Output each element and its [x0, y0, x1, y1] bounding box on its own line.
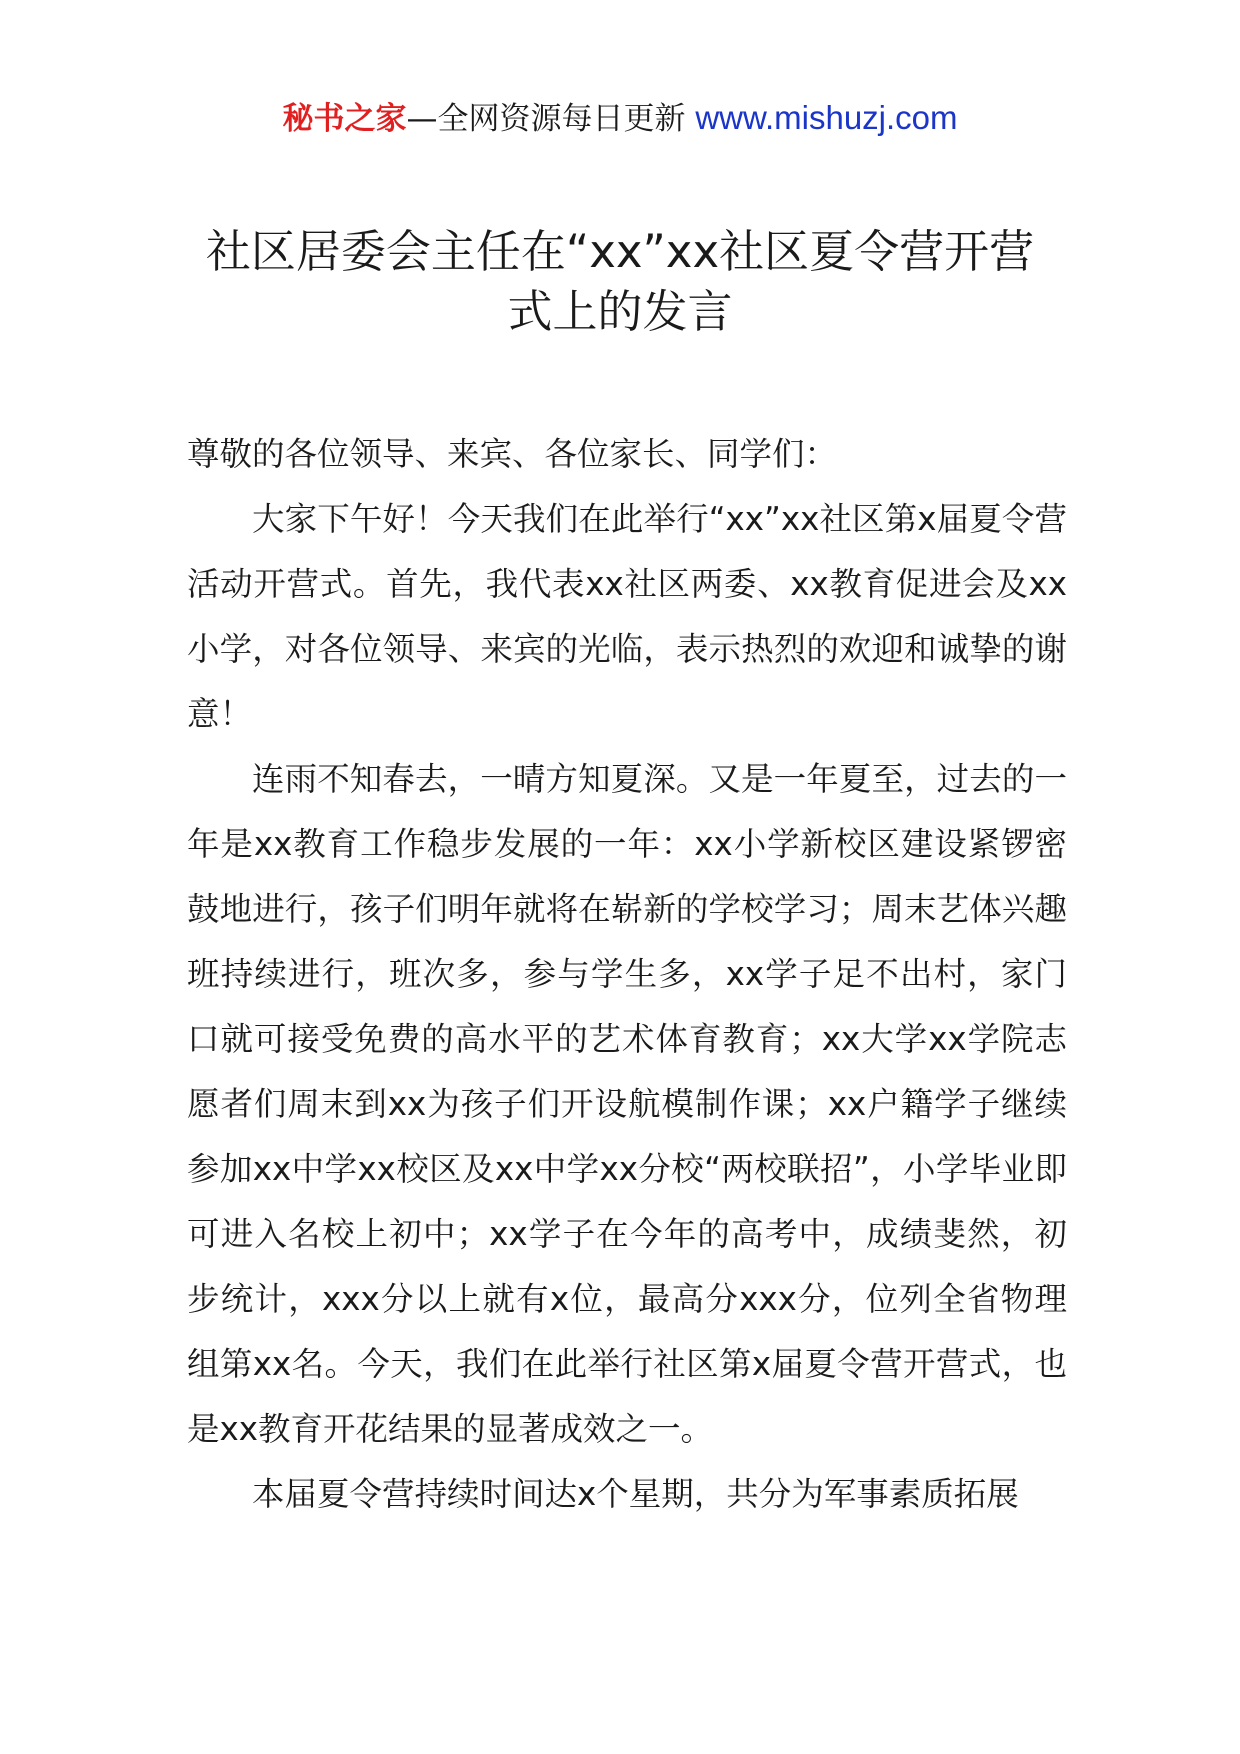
document-body [187, 422, 1067, 1527]
website-link[interactable]: www.mishuzj.com [695, 99, 958, 136]
document-title [160, 222, 1080, 342]
header-tagline: —全网资源每日更新 [406, 101, 696, 137]
paragraph-review: 连雨不知春去，一晴方知夏深。又是一年夏至，过去的一年是xx教育工作稳步发展的一年：xx小学新校区建设紧锣密鼓地进行，孩子们明年就将在崭新的学校学习；周末艺体兴趣班持续进行，班次多，参与学生多，xx学子足不出村，家门口就可接受免费的高水平的艺术体育教育；xx大学xx学院志愿者们周末到xx为孩子们开设航模制作课；xx户籍学子继续参加xx中学xx校区及xx中学xx分校“两校联招”，小学毕业即可进入名校上初中；xx学子在今年的高考中，成绩斐然，初步统计，xxx分以上就有x位，最高分xxx分，位列全省物理组第xx名。今天，我们在此举行社区第x届夏令营开营式，也是xx教育开花结果的显著成效之一。 [187, 760, 1067, 1448]
title-line-1: 社区居委会主任在“xx”xx社区夏令营开营 [205, 225, 1035, 278]
salutation: 尊敬的各位领导、来宾、各位家长、同学们： [187, 435, 838, 473]
page-header [0, 98, 1240, 138]
brand-name: 秘书之家 [282, 101, 407, 137]
paragraph-camp-intro: 本届夏令营持续时间达x个星期，共分为军事素质拓展 [252, 1475, 1019, 1513]
title-line-2: 式上的发言 [507, 285, 733, 338]
paragraph-greeting: 大家下午好！今天我们在此举行“xx”xx社区第x届夏令营活动开营式。首先，我代表xx社区两委、xx教育促进会及xx小学，对各位领导、来宾的光临，表示热烈的欢迎和诚挚的谢意！ [187, 500, 1067, 733]
